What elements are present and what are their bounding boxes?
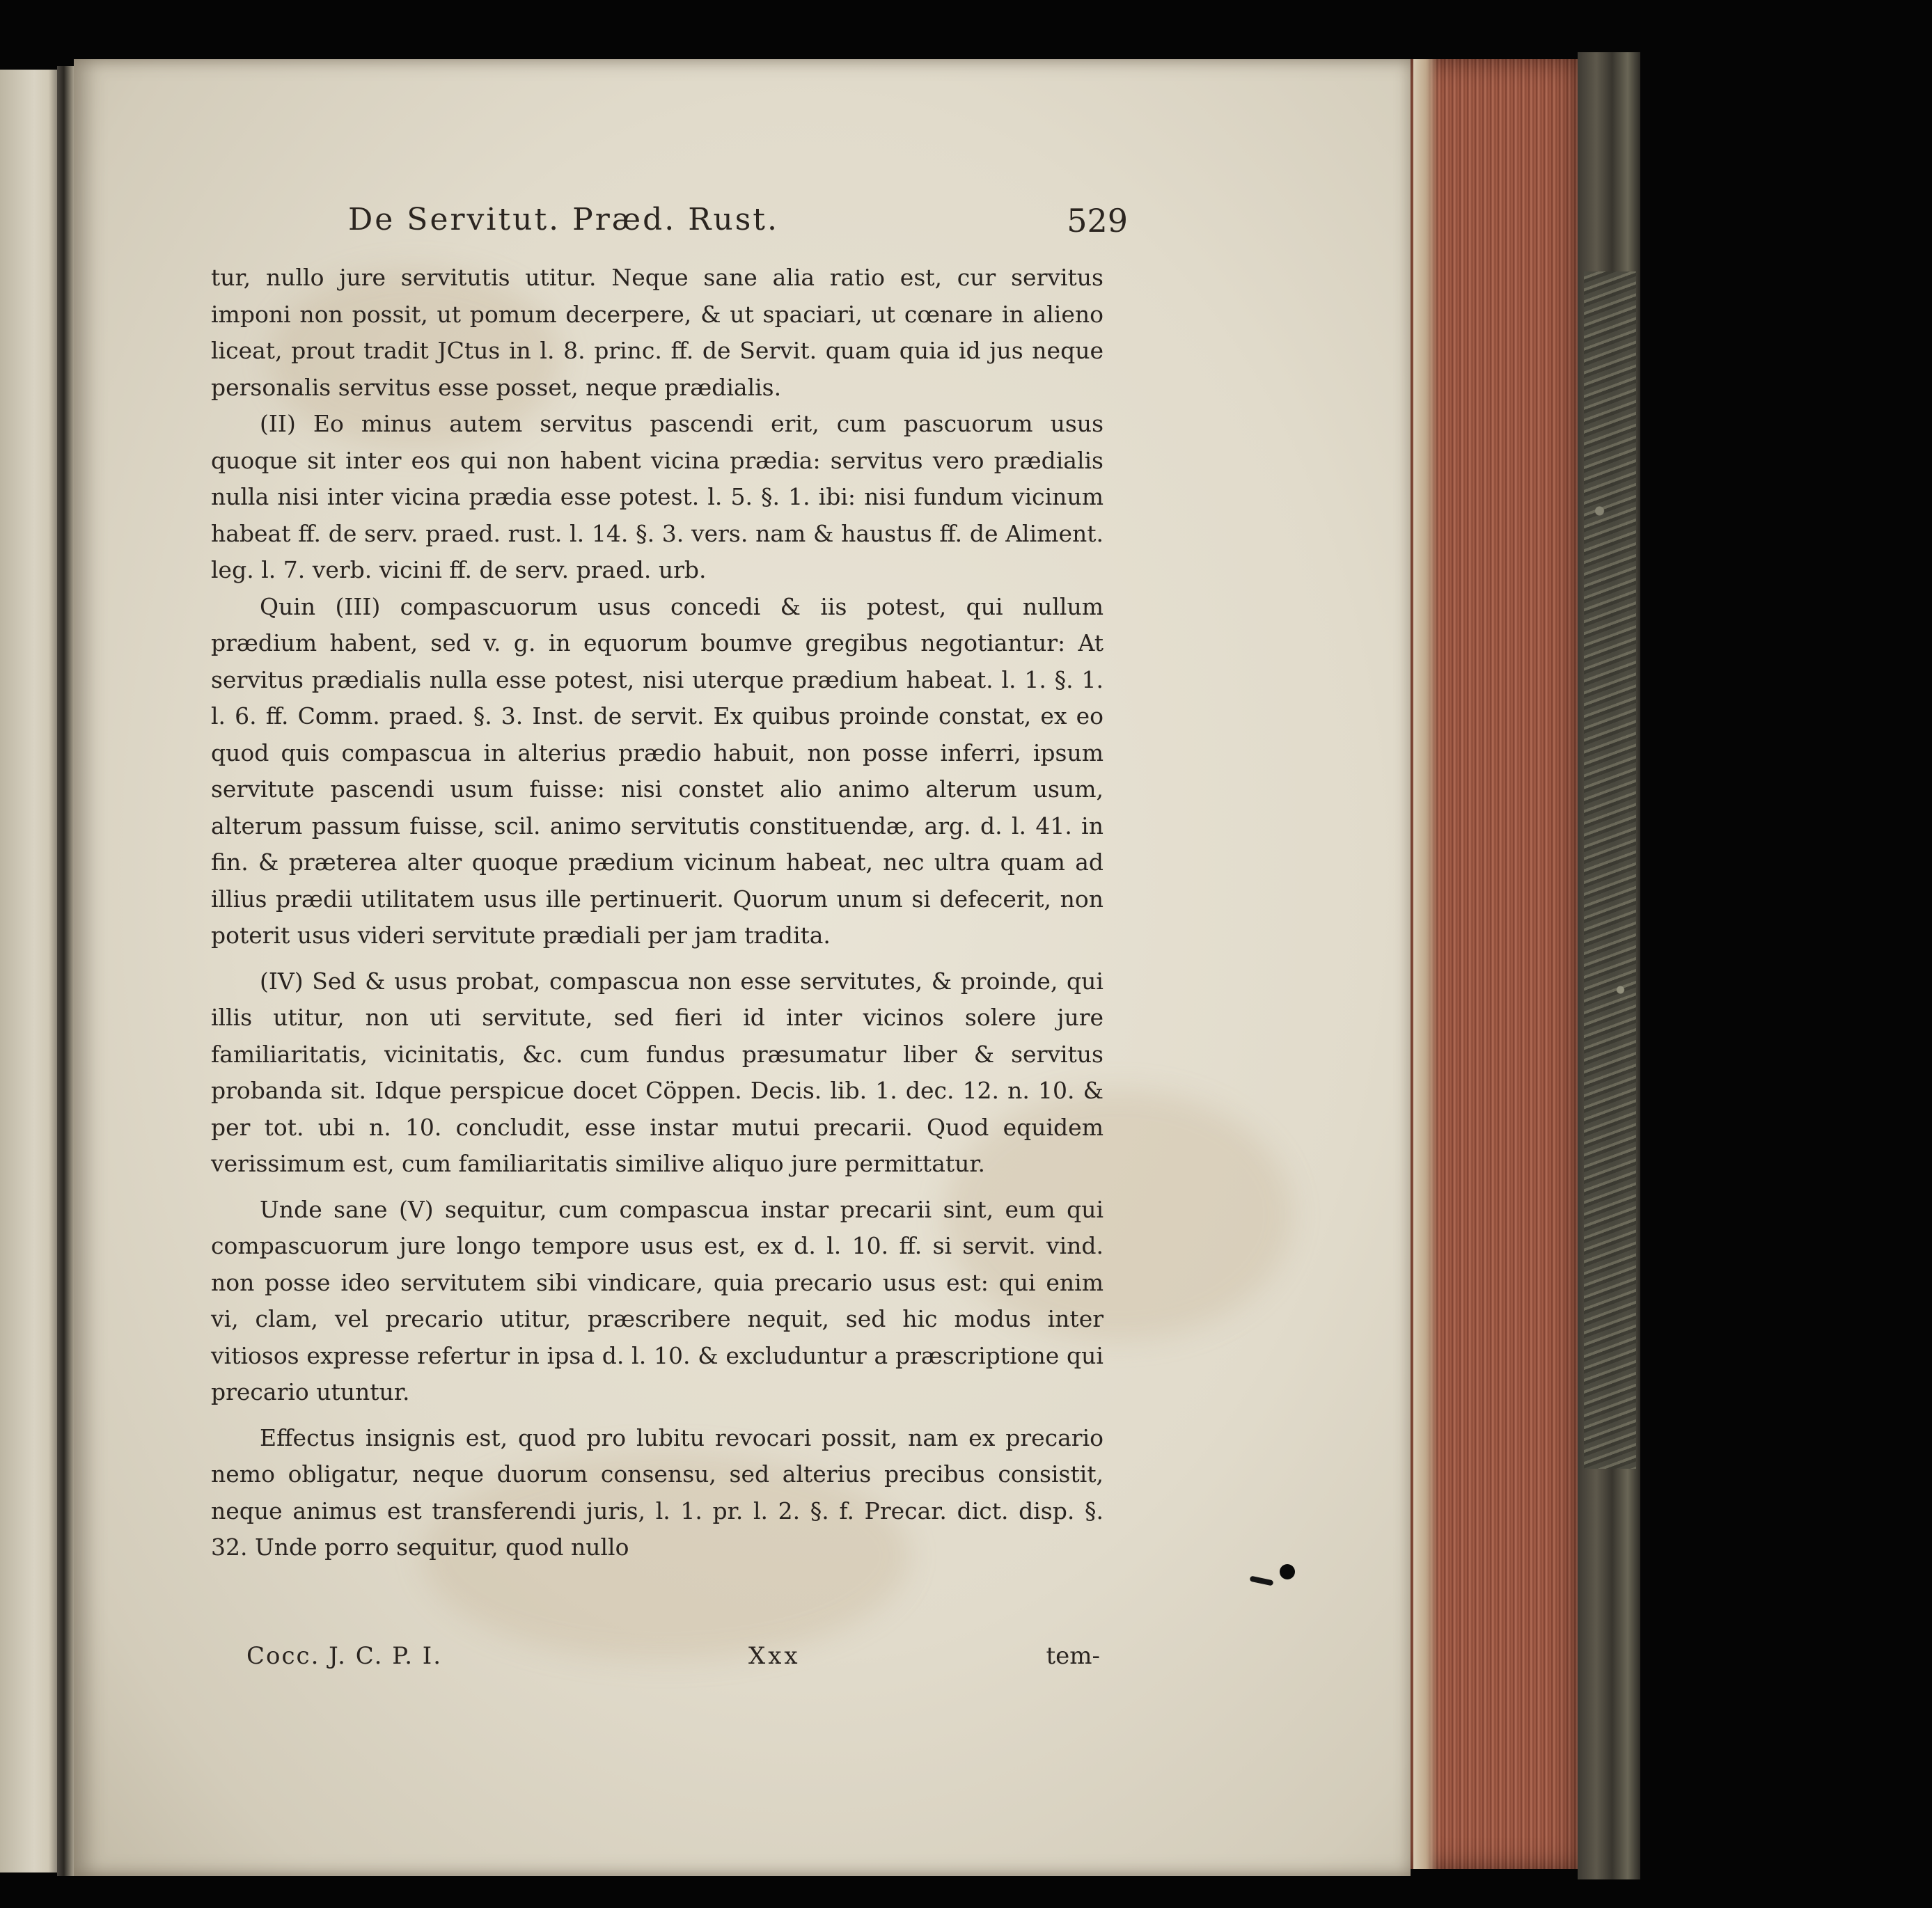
paragraph: Effectus insignis est, quod pro lubitu revocari possit, nam ex precario nemo obligatur, neque duorum consensu, sed alterius precibus consistit, neque animus est transferendi juris, l. 1. pr. l. 2. §. f. Precar. dict. disp. §. 32. Unde porro sequitur, quod nullo [211, 1424, 1104, 1561]
paragraph: tur, nullo jure servitutis utitur. Neque sane alia ratio est, cur servitus imponi non possit, ut pomum decerpere, & ut spaciari, ut cœnare in alieno liceat, prout tradit JCtus in l. 8. princ. ff. de Servit. quam quia id jus neque personalis servitus esse posset, neque prædialis. [211, 264, 1104, 401]
facing-page-edge [0, 70, 57, 1872]
catchword: tem- [1046, 1642, 1100, 1670]
paragraph: (IV) Sed & usus probat, compascua non esse servitutes, & proinde, qui illis utitur, non uti servitute, sed fieri id inter vicinos solere jure familiaritatis, vicinitatis, &c. cum fundus præsumatur liber & servitus probanda sit. Idque perspicue docet Cöppen. Decis. lib. 1. dec. 12. n. 10. & per tot. ubi n. 10. concludit, esse instar mutui precarii. Quod equidem verissimum est, cum familiaritatis similive aliquo jure permittatur. [211, 967, 1104, 1177]
page-edges-highlight [1413, 59, 1438, 1869]
paragraph: Unde sane (V) sequitur, cum compascua instar precarii sint, eum qui compascuorum jure longo tempore usus est, ex d. l. 10. ff. si servit. vind. non posse ideo servitutem sibi vindicare, quia precario usus est: qui enim vi, clam, vel precario utitur, præscribere nequit, sed hic modus inter vitiosos expresse refertur in ipsa d. l. 10. & excluduntur a præscriptione qui precario utuntur. [211, 1195, 1104, 1405]
body-text [211, 260, 1104, 1566]
gathering-mark: Xxx [748, 1642, 801, 1670]
page-header [348, 202, 1128, 244]
ink-blot [1280, 1564, 1295, 1579]
marbled-cover-paper [1584, 271, 1636, 1469]
signature-mark: Cocc. J. C. P. I. [246, 1642, 443, 1670]
paragraph: (II) Eo minus autem servitus pascendi erit, cum pascuorum usus quoque sit inter eos qui non habent vicina prædia: servitus vero prædialis nulla nisi inter vicina prædia esse potest. l. 5. §. 1. ibi: nisi fundum vicinum habeat ff. de serv. praed. rust. l. 14. §. 3. vers. nam & haustus ff. de Aliment. leg. l. 7. verb. vicini ff. de serv. praed. urb. [211, 410, 1104, 583]
book-gutter [57, 66, 74, 1876]
running-head: De Servitut. Præd. Rust. [348, 202, 779, 237]
page-number: 529 [1067, 202, 1128, 239]
page-footer [237, 1642, 1100, 1684]
paragraph: Quin (III) compascuorum usus concedi & iis potest, qui nullum prædium habent, sed v. g. in equorum boumve gregibus negotiantur: At servitus prædialis nulla esse potest, nisi uterque prædium habeat. l. 1. §. 1. l. 6. ff. Comm. praed. §. 3. Inst. de servit. Ex quibus proinde constat, ex eo quod quis compascua in alterius prædio habuit, non posse inferri, ipsum servitute pascendi usum fuisse: nisi constet alio animo alterum usum, alterum passum fuisse, scil. animo servitutis constituendæ, arg. d. l. 41. in fin. & præterea alter quoque prædium vicinum habeat, nec ultra quam ad illius prædii utilitatem usus ille pertinuerit. Quorum unum si defecerit, non poterit usus videri servitute prædiali per jam tradita. [211, 592, 1104, 949]
